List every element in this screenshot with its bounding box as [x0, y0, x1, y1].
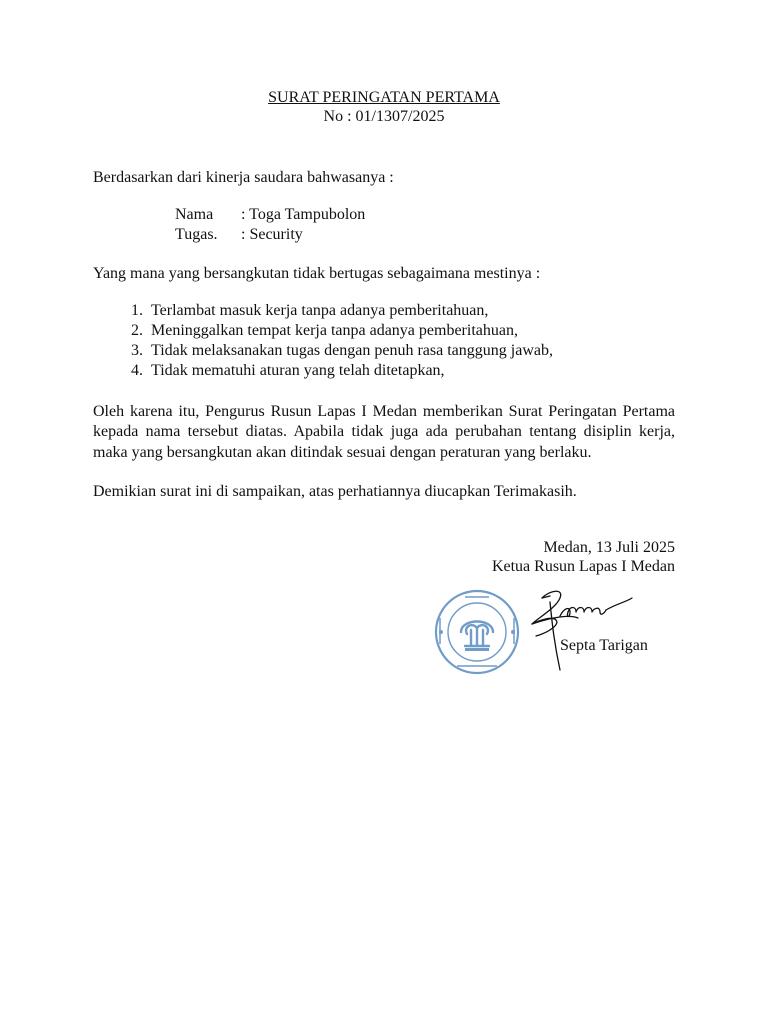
list-item	[93, 301, 553, 321]
signer-name: Septa Tarigan	[560, 637, 648, 654]
intro-text: Berdasarkan dari kinerja saudara bahwasanya :	[93, 169, 394, 186]
body-paragraph: Oleh karena itu, Pengurus Rusun Lapas I Medan memberikan Surat Peringatan Pertama kepada nama tersebut diatas. Apabila tidak juga ada perubahan tentang disiplin kerja, maka yang bersangkutan akan ditindak sesuai dengan peraturan yang berlaku.	[93, 403, 675, 461]
list-item	[93, 341, 553, 361]
list-item-text: Terlambat masuk kerja tanpa adanya pemberitahuan,	[151, 302, 489, 319]
field-task-row	[175, 225, 303, 245]
field-name-value: : Toga Tampubolon	[241, 206, 366, 223]
handwritten-signature	[520, 562, 650, 674]
list-item-number: 4.	[131, 362, 143, 379]
list-item-text: Tidak mematuhi aturan yang telah ditetapkan,	[151, 362, 445, 379]
field-task-label: Tugas.	[175, 226, 218, 243]
list-item-number: 2.	[131, 322, 143, 339]
field-name-label: Nama	[175, 206, 214, 223]
letter-title: SURAT PERINGATAN PERTAMA	[268, 89, 500, 106]
signer-position: Ketua Rusun Lapas I Medan	[491, 558, 675, 575]
closing-text: Demikian surat ini di sampaikan, atas perhatiannya diucapkan Terimakasih.	[93, 483, 577, 500]
letter-number: No : 01/1307/2025	[323, 108, 445, 125]
list-item	[93, 321, 553, 341]
violations-intro: Yang mana yang bersangkutan tidak bertugas sebagaimana mestinya :	[93, 265, 541, 282]
list-item	[93, 361, 553, 381]
field-name-row	[175, 205, 365, 225]
list-item-text: Tidak melaksanakan tugas dengan penuh rasa tanggung jawab,	[151, 342, 553, 359]
list-item-number: 3.	[131, 342, 143, 359]
official-stamp	[427, 588, 527, 676]
field-task-value: : Security	[241, 226, 303, 243]
list-item-text: Meninggalkan tempat kerja tanpa adanya pemberitahuan,	[151, 322, 518, 339]
violations-list	[93, 301, 553, 381]
list-item-number: 1.	[131, 302, 143, 319]
place-date: Medan, 13 Juli 2025	[543, 539, 675, 556]
